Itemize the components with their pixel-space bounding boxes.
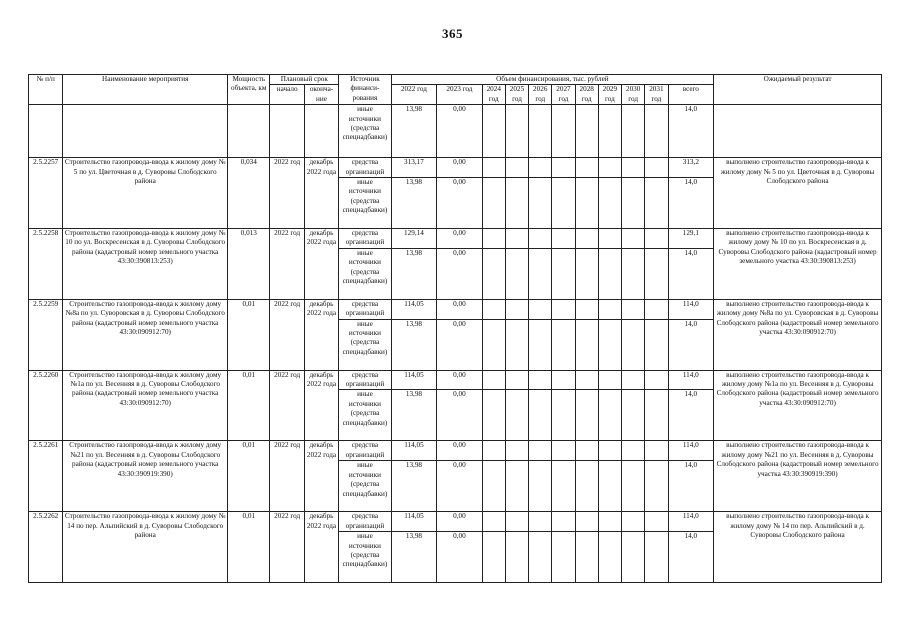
value-empty: [645, 370, 668, 390]
value-empty: [505, 248, 528, 299]
value-2022: 313,17: [391, 158, 436, 178]
value-empty: [505, 461, 528, 512]
value-empty: [552, 370, 575, 390]
value-2023: 0,00: [437, 461, 482, 512]
value-empty: [645, 532, 668, 583]
value-empty: [598, 512, 621, 532]
value-empty: [575, 178, 598, 229]
item-end: декабрь 2022 года: [304, 370, 338, 441]
header-result: Ожидаемый результат: [714, 75, 882, 105]
value-empty: [482, 158, 505, 178]
funding-table: [28, 74, 882, 583]
item-start: 2022 год: [270, 441, 304, 512]
value-total: 129,1: [668, 229, 714, 249]
value-empty: [622, 532, 645, 583]
value-total: 14,0: [668, 532, 714, 583]
value-empty: [575, 299, 598, 319]
value-empty: [482, 248, 505, 299]
value-2023: 0,00: [437, 158, 482, 178]
value-2022: 13,98: [391, 248, 436, 299]
table-row: [29, 441, 882, 461]
value-empty: [552, 532, 575, 583]
item-number: 2.5.2261: [29, 441, 63, 512]
value-empty: [552, 178, 575, 229]
value-empty: [552, 158, 575, 178]
value-empty: [529, 178, 552, 229]
value-empty: [575, 248, 598, 299]
funding-source: средства организаций: [339, 229, 392, 249]
table-row: [29, 105, 882, 158]
value-empty: [575, 461, 598, 512]
item-name: Строительство газопровода-ввода к жилому дому № 10 по ул. Воскресенская в д. Суворовы Слободского района (кадастровый номер земельного участка 43:30:390813:253): [63, 229, 228, 300]
header-year-2025: 2025 год: [505, 85, 528, 105]
header-year-2031: 2031 год: [645, 85, 668, 105]
value-empty: [645, 461, 668, 512]
value-2023: 0,00: [437, 532, 482, 583]
item-capacity: 0,013: [228, 229, 270, 300]
header-source: Источник финанси-рования: [339, 75, 392, 105]
funding-source: средства организаций: [339, 441, 392, 461]
header-year-2030: 2030 год: [622, 85, 645, 105]
value-empty: [645, 512, 668, 532]
value-2023: 0,00: [437, 512, 482, 532]
value-empty: [505, 390, 528, 441]
header-year-2026: 2026 год: [529, 85, 552, 105]
value-2023: 0,00: [437, 441, 482, 461]
value-empty: [622, 248, 645, 299]
value-2022: 114,05: [391, 441, 436, 461]
value-empty: [645, 441, 668, 461]
item-name: Строительство газопровода-ввода к жилому дому №1а по ул. Весенняя в д. Суворовы Слободского района (кадастровый номер земельного участка 43:30:090912:70): [63, 370, 228, 441]
header-end: оконча-ние: [304, 85, 338, 105]
value-empty: [552, 512, 575, 532]
value-empty: [598, 370, 621, 390]
value-empty: [482, 390, 505, 441]
value-empty: [598, 158, 621, 178]
value-empty: [529, 158, 552, 178]
value-empty: [552, 248, 575, 299]
item-number: 2.5.2260: [29, 370, 63, 441]
funding-source: средства организаций: [339, 158, 392, 178]
value-empty: [529, 229, 552, 249]
value-empty: [598, 461, 621, 512]
value-2023: 0,00: [437, 248, 482, 299]
value-total: 114,0: [668, 299, 714, 319]
item-name: Строительство газопровода-ввода к жилому дому № 5 по ул. Цветочная в д. Суворовы Слободского района: [63, 158, 228, 229]
table-row: [29, 299, 882, 319]
item-name: Строительство газопровода-ввода к жилому дому №8а по ул. Суворовская в д. Суворовы Слободского района (кадастровый номер земельного участка 43:30:090912:70): [63, 299, 228, 370]
value-empty: [575, 512, 598, 532]
value-empty: [529, 370, 552, 390]
item-end: декабрь 2022 года: [304, 441, 338, 512]
value-empty: [622, 461, 645, 512]
header-num: № п/п: [29, 75, 63, 105]
value-empty: [482, 532, 505, 583]
item-capacity: 0,01: [228, 512, 270, 583]
value-empty: [482, 319, 505, 370]
funding-source: средства организаций: [339, 299, 392, 319]
value-empty: [598, 441, 621, 461]
value-empty: [598, 248, 621, 299]
value-empty: [575, 441, 598, 461]
funding-source: иные источники (средства спецнадбавки): [339, 178, 392, 229]
value-empty: [529, 532, 552, 583]
value-empty: [622, 441, 645, 461]
value-empty: [529, 461, 552, 512]
value-empty: [505, 441, 528, 461]
value-empty: [529, 512, 552, 532]
value-2022: 114,05: [391, 512, 436, 532]
value-empty: [505, 532, 528, 583]
header-plan-term: Плановый срок: [270, 75, 339, 85]
value-empty: [505, 512, 528, 532]
value-empty: [552, 319, 575, 370]
value-empty: [645, 229, 668, 249]
item-end: декабрь 2022 года: [304, 229, 338, 300]
item-result: выполнено строительство газопровода-ввода к жилому дому №21 по ул. Весенняя в д. Суворовы Слободского района (кадастровый номер земельного участка 43:30:390919:390): [714, 441, 882, 512]
value-empty: [552, 441, 575, 461]
value-empty: [598, 532, 621, 583]
header-year-2027: 2027 год: [552, 85, 575, 105]
funding-source: иные источники (средства спецнадбавки): [339, 105, 392, 158]
item-start: 2022 год: [270, 370, 304, 441]
value-empty: [645, 299, 668, 319]
funding-source: иные источники (средства спецнадбавки): [339, 461, 392, 512]
value-empty: [529, 390, 552, 441]
item-name: Строительство газопровода-ввода к жилому дому №21 по ул. Весенняя в д. Суворовы Слободского района (кадастровый номер земельного участка 43:30:390919:390): [63, 441, 228, 512]
value-empty: [622, 512, 645, 532]
value-2023: 0,00: [437, 370, 482, 390]
funding-source: иные источники (средства спецнадбавки): [339, 390, 392, 441]
item-number: 2.5.2257: [29, 158, 63, 229]
value-empty: [645, 178, 668, 229]
value-total: 14,0: [668, 319, 714, 370]
value-empty: [622, 370, 645, 390]
value-empty: [529, 319, 552, 370]
value-empty: [552, 390, 575, 441]
item-capacity: 0,01: [228, 299, 270, 370]
table-row: [29, 370, 882, 390]
item-result: выполнено строительство газопровода-ввода к жилому дому № 5 по ул. Цветочная в д. Суворовы Слободского района: [714, 158, 882, 229]
value-empty: [622, 229, 645, 249]
value-2022: 13,98: [391, 532, 436, 583]
value-empty: [622, 390, 645, 441]
value-2023: 0,00: [437, 390, 482, 441]
header-year-2029: 2029 год: [598, 85, 621, 105]
value-empty: [575, 229, 598, 249]
item-capacity: 0,01: [228, 370, 270, 441]
funding-source: средства организаций: [339, 512, 392, 532]
table-row: [29, 229, 882, 249]
item-number: 2.5.2258: [29, 229, 63, 300]
value-2023: 0,00: [437, 299, 482, 319]
value-empty: [482, 370, 505, 390]
item-start: 2022 год: [270, 299, 304, 370]
value-empty: [575, 370, 598, 390]
item-end: декабрь 2022 года: [304, 299, 338, 370]
value-empty: [482, 512, 505, 532]
value-empty: [575, 319, 598, 370]
value-total: 14,0: [668, 461, 714, 512]
value-2022: 13,98: [391, 105, 436, 158]
value-total: 114,0: [668, 441, 714, 461]
item-result: выполнено строительство газопровода-ввода к жилому дому №1а по ул. Весенняя в д. Суворовы Слободского района (кадастровый номер земельного участка 43:30:090912:70): [714, 370, 882, 441]
value-empty: [482, 178, 505, 229]
value-2022: 13,98: [391, 178, 436, 229]
value-empty: [552, 461, 575, 512]
value-total: 14,0: [668, 248, 714, 299]
value-empty: [622, 319, 645, 370]
item-number: 2.5.2262: [29, 512, 63, 583]
value-total: 14,0: [668, 390, 714, 441]
value-2022: 13,98: [391, 461, 436, 512]
item-capacity: 0,034: [228, 158, 270, 229]
value-empty: [575, 390, 598, 441]
value-2022: 13,98: [391, 390, 436, 441]
value-2023: 0,00: [437, 105, 482, 158]
header-name: Наименование мероприятия: [63, 75, 228, 105]
value-empty: [482, 229, 505, 249]
header-funding: Объем финансирования, тыс. рублей: [391, 75, 713, 85]
header-start: начало: [270, 85, 304, 105]
value-empty: [575, 158, 598, 178]
value-empty: [482, 299, 505, 319]
table-row: [29, 512, 882, 532]
item-result: выполнено строительство газопровода-ввода к жилому дому № 14 по пер. Альпийский в д. Суворовы Слободского района: [714, 512, 882, 583]
value-empty: [505, 370, 528, 390]
header-capacity: Мощность объекта, км: [228, 75, 270, 105]
item-end: декабрь 2022 года: [304, 512, 338, 583]
value-empty: [529, 441, 552, 461]
value-2023: 0,00: [437, 229, 482, 249]
value-empty: [598, 178, 621, 229]
header-year-2028: 2028 год: [575, 85, 598, 105]
table-row: [29, 158, 882, 178]
value-empty: [575, 532, 598, 583]
value-empty: [482, 461, 505, 512]
funding-source: иные источники (средства спецнадбавки): [339, 248, 392, 299]
value-2022: 114,05: [391, 370, 436, 390]
value-empty: [598, 299, 621, 319]
value-total: 313,2: [668, 158, 714, 178]
value-empty: [598, 319, 621, 370]
value-empty: [505, 319, 528, 370]
item-start: 2022 год: [270, 158, 304, 229]
value-total: 114,0: [668, 370, 714, 390]
value-empty: [645, 390, 668, 441]
item-capacity: 0,01: [228, 441, 270, 512]
value-empty: [622, 158, 645, 178]
value-empty: [598, 390, 621, 441]
page-number: 365: [442, 26, 463, 41]
value-empty: [622, 299, 645, 319]
value-total: 14,0: [668, 178, 714, 229]
item-end: декабрь 2022 года: [304, 158, 338, 229]
funding-source: иные источники (средства спецнадбавки): [339, 532, 392, 583]
funding-source: иные источники (средства спецнадбавки): [339, 319, 392, 370]
value-empty: [505, 178, 528, 229]
header-year-2022: 2022 год: [391, 85, 436, 105]
header-total: всего: [668, 85, 714, 105]
item-start: 2022 год: [270, 512, 304, 583]
value-2022: 129,14: [391, 229, 436, 249]
value-total: 14,0: [668, 105, 714, 158]
value-empty: [552, 229, 575, 249]
item-name: Строительство газопровода-ввода к жилому дому № 14 по пер. Альпийский в д. Суворовы Слободского района: [63, 512, 228, 583]
value-empty: [529, 248, 552, 299]
value-empty: [505, 299, 528, 319]
value-empty: [598, 229, 621, 249]
value-2022: 114,05: [391, 299, 436, 319]
value-empty: [645, 158, 668, 178]
item-start: 2022 год: [270, 229, 304, 300]
value-empty: [529, 299, 552, 319]
value-2023: 0,00: [437, 319, 482, 370]
header-year-2023: 2023 год: [437, 85, 482, 105]
value-2022: 13,98: [391, 319, 436, 370]
value-empty: [505, 229, 528, 249]
item-result: выполнено строительство газопровода-ввода к жилому дому №8а по ул. Суворовская в д. Суворовы Слободского района (кадастровый номер земельного участка 43:30:090912:70): [714, 299, 882, 370]
funding-source: средства организаций: [339, 370, 392, 390]
item-result: выполнено строительство газопровода-ввода к жилому дому № 10 по ул. Воскресенская в д. Суворовы Слободского района (кадастровый номер земельного участка 43:30:390813:253): [714, 229, 882, 300]
value-total: 114,0: [668, 512, 714, 532]
value-empty: [482, 441, 505, 461]
header-year-2024: 2024 год: [482, 85, 505, 105]
item-number: 2.5.2259: [29, 299, 63, 370]
value-empty: [505, 158, 528, 178]
value-empty: [645, 248, 668, 299]
value-empty: [622, 178, 645, 229]
value-2023: 0,00: [437, 178, 482, 229]
value-empty: [552, 299, 575, 319]
value-empty: [645, 319, 668, 370]
